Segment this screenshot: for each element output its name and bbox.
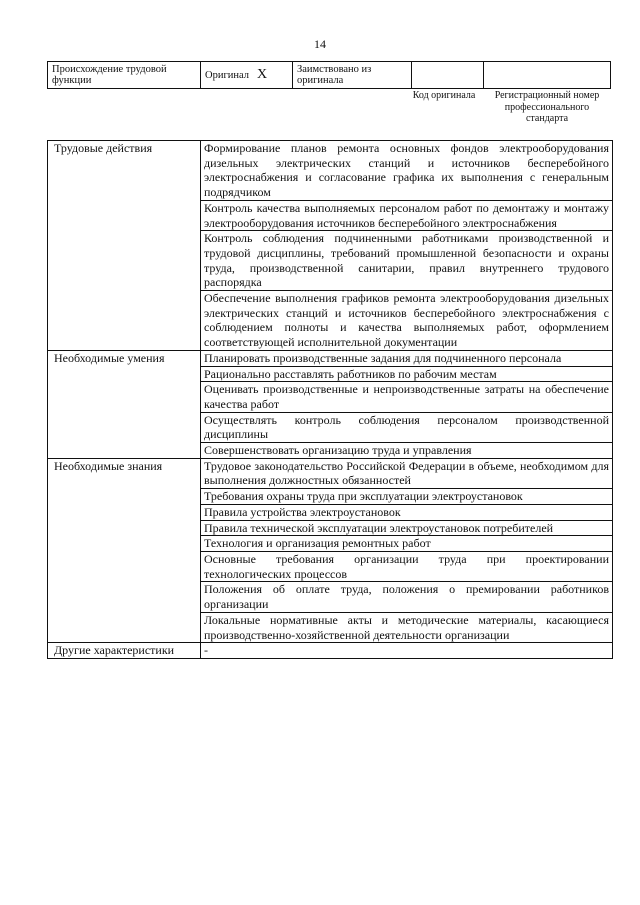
list-item: Контроль соблюдения подчиненными работниками производственной и трудовой дисциплины, требований промышленной безопасности и охраны труда, производственной санитарии, правил внутреннего трудового распорядка bbox=[201, 231, 613, 291]
list-item: Обеспечение выполнения графиков ремонта электрооборудования дизельных электрических станций и источников бесперебойного электроснабжения с соблюдением полноты и качества выполняемых работ, оформлением соответствующей исполнительной документации bbox=[201, 291, 613, 351]
list-item: Трудовое законодательство Российской Федерации в объеме, необходимом для выполнения должностных обязанностей bbox=[201, 458, 613, 488]
table-row bbox=[48, 643, 613, 659]
table-row bbox=[48, 458, 613, 488]
list-item: Правила устройства электроустановок bbox=[201, 504, 613, 520]
original-mark: X bbox=[257, 67, 268, 82]
code-cell bbox=[412, 62, 484, 89]
table-row bbox=[48, 350, 613, 366]
list-item: Планировать производственные задания для подчиненного персонала bbox=[201, 350, 613, 366]
list-item: Рационально расставлять работников по рабочим местам bbox=[201, 366, 613, 382]
origin-table bbox=[47, 61, 611, 89]
list-item: Локальные нормативные акты и методические материалы, касающиеся производственно-хозяйственной деятельности организации bbox=[201, 612, 613, 642]
page-number: 14 bbox=[314, 37, 326, 51]
list-item: Требования охраны труда при эксплуатации электроустановок bbox=[201, 489, 613, 505]
list-item: Формирование планов ремонта основных фондов электрооборудования дизельных электрических станций и источников бесперебойного электроснабжения и согласование графика их выполнения с генеральным подрядчиком bbox=[201, 141, 613, 201]
list-item: Основные требования организации труда при проектировании технологических процессов bbox=[201, 551, 613, 581]
section-label-skills: Необходимые умения bbox=[48, 350, 201, 458]
list-item: Совершенствовать организацию труда и управления bbox=[201, 443, 613, 459]
list-item: Правила технической эксплуатации электроустановок потребителей bbox=[201, 520, 613, 536]
borrowed-label: Заимствовано из оригинала bbox=[293, 62, 412, 89]
list-item: Оценивать производственные и непроизводственные затраты на обеспечение качества работ bbox=[201, 382, 613, 412]
reg-number-cell bbox=[484, 62, 611, 89]
origin-label: Происхождение трудовой функции bbox=[48, 62, 201, 89]
functions-table bbox=[47, 140, 613, 659]
section-label-other: Другие характеристики bbox=[48, 643, 201, 659]
table-row bbox=[48, 141, 613, 201]
list-item: Контроль качества выполняемых персоналом работ по демонтажу и монтажу электрооборудования источников бесперебойного электроснабжения bbox=[201, 200, 613, 230]
list-item: - bbox=[201, 643, 613, 659]
section-label-labor-actions: Трудовые действия bbox=[48, 141, 201, 351]
original-label: Оригинал bbox=[205, 70, 249, 81]
code-original-label: Код оригинала bbox=[412, 90, 476, 101]
list-item: Осуществлять контроль соблюдения персоналом производственной дисциплины bbox=[201, 412, 613, 442]
section-label-knowledge: Необходимые знания bbox=[48, 458, 201, 642]
list-item: Технология и организация ремонтных работ bbox=[201, 536, 613, 552]
reg-number-label: Регистрационный номер профессионального стандарта bbox=[494, 90, 600, 124]
list-item: Положения об оплате труда, положения о премировании работников организации bbox=[201, 582, 613, 612]
original-cell bbox=[201, 62, 293, 89]
